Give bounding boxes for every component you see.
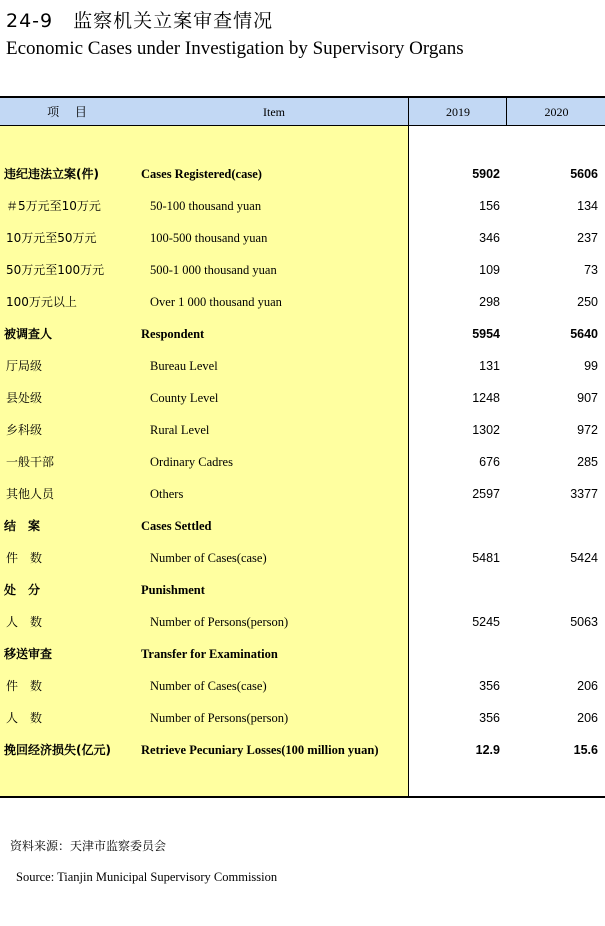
table-row	[0, 382, 605, 414]
row-label-en: Respondent	[141, 327, 205, 341]
row-label-en: Transfer for Examination	[141, 647, 278, 661]
table-row	[0, 158, 605, 190]
source-note-cn: 资料来源：天津市监察委员会	[10, 839, 167, 853]
row-label-en: Number of Cases(case)	[150, 551, 267, 565]
row-label-cn: 10万元至50万元	[6, 231, 97, 245]
row-label-en: Bureau Level	[150, 359, 218, 373]
value-2019: 5245	[472, 615, 500, 629]
row-label-cn: 人 数	[6, 711, 43, 725]
value-2019: 298	[479, 295, 500, 309]
row-label-cn: 件 数	[6, 679, 43, 693]
row-label-en: Number of Persons(person)	[150, 711, 289, 725]
row-label-en: Retrieve Pecuniary Losses(100 million yuan)	[141, 743, 379, 757]
row-label-cn: 结 案	[4, 519, 41, 533]
value-2020: 285	[577, 455, 598, 469]
value-2019: 156	[479, 199, 500, 213]
row-label-cn: 件 数	[6, 551, 43, 565]
row-label-en: Over 1 000 thousand yuan	[150, 295, 282, 309]
table-row	[0, 222, 605, 254]
table-row	[0, 254, 605, 286]
value-2019: 2597	[472, 487, 500, 501]
value-2019: 1248	[472, 391, 500, 405]
value-2020: 237	[577, 231, 598, 245]
row-label-en: Number of Cases(case)	[150, 679, 267, 693]
row-label-en: 50-100 thousand yuan	[150, 199, 262, 213]
value-2019: 346	[479, 231, 500, 245]
row-label-en: Rural Level	[150, 423, 210, 437]
table-row	[0, 286, 605, 318]
table-row	[0, 318, 605, 350]
row-label-cn: 人 数	[6, 615, 43, 629]
row-label-en: County Level	[150, 391, 219, 405]
row-label-en: Punishment	[141, 583, 205, 597]
table-row	[0, 670, 605, 702]
table-row	[0, 446, 605, 478]
table-row	[0, 478, 605, 510]
value-2020: 206	[577, 679, 598, 693]
value-2019: 5902	[472, 167, 500, 181]
value-2020: 5640	[570, 327, 598, 341]
value-2019: 356	[479, 679, 500, 693]
value-2020: 15.6	[573, 743, 598, 757]
value-2020: 5606	[570, 167, 598, 181]
table-row	[0, 414, 605, 446]
row-label-cn: 其他人员	[6, 487, 55, 501]
row-label-en: Cases Registered(case)	[141, 167, 262, 181]
page-title-en: Economic Cases under Investigation by Supervisory Organs	[6, 38, 464, 59]
row-label-cn: 移送审查	[4, 647, 53, 661]
table-row	[0, 734, 605, 766]
row-label-cn: 县处级	[6, 391, 43, 405]
row-label-cn: 50万元至100万元	[6, 263, 105, 277]
value-2019: 109	[479, 263, 500, 277]
value-2020: 907	[577, 391, 598, 405]
value-2020: 206	[577, 711, 598, 725]
table-row	[0, 574, 605, 606]
header-item-en: Item	[263, 105, 285, 119]
table-bottom-rule	[0, 796, 605, 798]
table-header	[0, 96, 605, 126]
row-label-cn: 一般干部	[6, 455, 55, 469]
row-label-cn: 挽回经济损失(亿元)	[4, 743, 111, 757]
header-year-2019: 2019	[408, 98, 507, 126]
row-label-cn: 违纪违法立案(件)	[4, 167, 99, 181]
row-label-en: Number of Persons(person)	[150, 615, 289, 629]
value-2019: 5481	[472, 551, 500, 565]
source-note-en: Source: Tianjin Municipal Supervisory Commission	[16, 870, 278, 884]
value-2020: 972	[577, 423, 598, 437]
table-row	[0, 606, 605, 638]
value-2020: 73	[584, 263, 598, 277]
table-row	[0, 350, 605, 382]
header-year-2020: 2020	[506, 98, 605, 126]
value-2020: 99	[584, 359, 598, 373]
value-2020: 5063	[570, 615, 598, 629]
row-label-cn: 处 分	[4, 583, 41, 597]
row-label-en: 100-500 thousand yuan	[150, 231, 268, 245]
row-label-cn: 乡科级	[6, 423, 43, 437]
table-row	[0, 190, 605, 222]
value-2020: 250	[577, 295, 598, 309]
row-label-en: Ordinary Cadres	[150, 455, 233, 469]
table-row	[0, 638, 605, 670]
value-2019: 1302	[472, 423, 500, 437]
header-item-cn: 项 目	[47, 105, 93, 119]
row-label-cn: 厅局级	[6, 359, 43, 373]
value-2020: 134	[577, 199, 598, 213]
table-row	[0, 702, 605, 734]
value-2020: 3377	[570, 487, 598, 501]
row-label-cn: 被调查人	[4, 327, 53, 341]
row-label-cn: ＃5万元至10万元	[6, 199, 101, 213]
value-2019: 5954	[472, 327, 500, 341]
value-2020: 5424	[570, 551, 598, 565]
value-2019: 12.9	[475, 743, 500, 757]
row-label-en: Cases Settled	[141, 519, 212, 533]
table-row	[0, 510, 605, 542]
row-label-en: 500-1 000 thousand yuan	[150, 263, 277, 277]
table-row	[0, 542, 605, 574]
value-2019: 131	[479, 359, 500, 373]
value-2019: 356	[479, 711, 500, 725]
value-2019: 676	[479, 455, 500, 469]
row-label-en: Others	[150, 487, 184, 501]
row-label-cn: 100万元以上	[6, 295, 77, 309]
page-title-cn: 24-9 监察机关立案审查情况	[6, 10, 274, 32]
